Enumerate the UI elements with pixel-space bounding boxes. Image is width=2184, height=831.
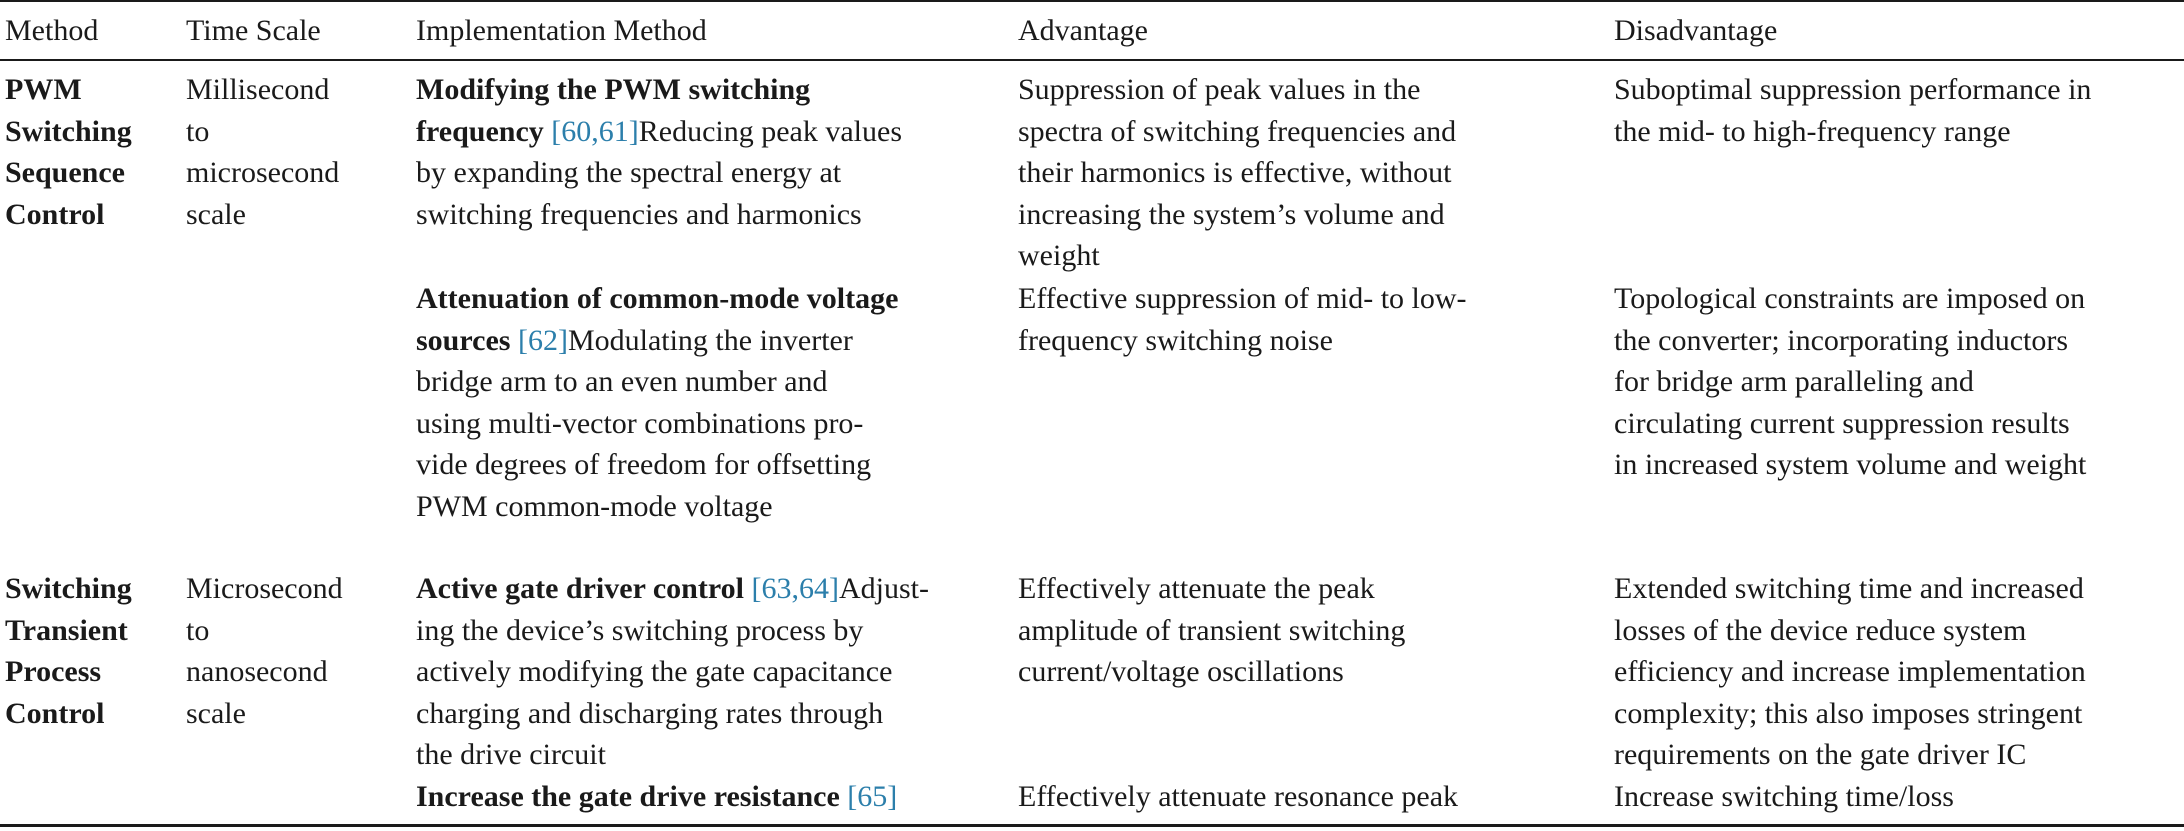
implementation-line: by expanding the spectral energy at — [416, 156, 842, 189]
advantage-cell — [1018, 776, 1578, 818]
implementation-line: actively modifying the gate capacitance — [416, 655, 893, 688]
advantage-line: Effectively attenuate resonance peak — [1018, 780, 1459, 813]
header-time-scale: Time Scale — [186, 14, 321, 47]
advantage-line: amplitude of transient switching — [1018, 613, 1406, 647]
implementation-cell — [416, 278, 996, 527]
disadvantage-line: Extended switching time and increased — [1614, 572, 2084, 605]
method-line: Switching — [5, 114, 132, 148]
method-line: Switching — [5, 572, 132, 605]
disadvantage-cell — [1614, 776, 2182, 818]
implementation-cell — [416, 69, 996, 235]
disadvantage-line: Topological constraints are imposed on — [1614, 282, 2086, 315]
method-cell — [5, 69, 180, 235]
implementation-line: switching frequencies and harmonics — [416, 197, 862, 231]
advantage-line: Effectively attenuate the peak — [1018, 572, 1375, 605]
implementation-line: vide degrees of freedom for offsetting — [416, 448, 872, 481]
advantage-line: current/voltage oscillations — [1018, 655, 1344, 688]
advantage-line: increasing the system’s volume and — [1018, 197, 1445, 231]
implementation-text: Reducing peak values — [638, 114, 902, 148]
implementation-title: sources — [416, 323, 518, 357]
header-disadvantage: Disadvantage — [1614, 14, 1778, 47]
implementation-title: frequency — [416, 114, 552, 148]
implementation-text: Modulating the inverter — [567, 323, 853, 357]
implementation-line: charging and discharging rates through — [416, 696, 884, 730]
disadvantage-line: efficiency and increase implementation — [1614, 655, 2086, 688]
advantage-cell — [1018, 69, 1578, 277]
implementation-line — [416, 278, 996, 320]
time-scale-line: Millisecond — [186, 73, 330, 106]
disadvantage-cell — [1614, 69, 2182, 152]
reference-link[interactable]: [63,64] — [751, 572, 839, 605]
implementation-line — [416, 111, 996, 153]
implementation-title: Active gate driver control — [416, 572, 752, 605]
disadvantage-line: the mid- to high-frequency range — [1614, 114, 2011, 148]
header-implementation-method: Implementation Method — [416, 14, 707, 47]
implementation-line: ing the device’s switching process by — [416, 613, 864, 647]
disadvantage-line: for bridge arm paralleling and — [1614, 365, 1974, 398]
implementation-cell — [416, 568, 996, 776]
advantage-cell — [1018, 568, 1578, 693]
table-bottom-rule — [0, 824, 2184, 827]
advantage-line: spectra of switching frequencies and — [1018, 114, 1457, 148]
time-scale-cell — [186, 69, 408, 235]
method-cell — [5, 568, 180, 734]
implementation-line — [416, 568, 996, 610]
time-scale-line: to — [186, 613, 210, 647]
advantage-line: weight — [1018, 239, 1100, 272]
disadvantage-line: Increase switching time/loss — [1614, 780, 1954, 813]
method-line: Sequence — [5, 156, 125, 189]
reference-link[interactable]: [65] — [847, 780, 898, 813]
implementation-title: Attenuation of common-mode voltage — [416, 282, 899, 315]
implementation-cell — [416, 776, 996, 818]
method-line: PWM — [5, 73, 82, 106]
time-scale-line: Microsecond — [186, 572, 343, 605]
method-line: Control — [5, 696, 105, 730]
implementation-title: Modifying the PWM switching — [416, 73, 811, 106]
disadvantage-line: circulating current suppression results — [1614, 406, 2070, 440]
disadvantage-line: in increased system volume and weight — [1614, 448, 2087, 481]
advantage-line: frequency switching noise — [1018, 323, 1333, 357]
disadvantage-line: requirements on the gate driver IC — [1614, 738, 2027, 771]
method-line: Control — [5, 197, 105, 231]
implementation-line: PWM common-mode voltage — [416, 489, 773, 523]
implementation-line — [416, 320, 996, 362]
implementation-line: the drive circuit — [416, 738, 606, 771]
disadvantage-cell — [1614, 568, 2182, 776]
implementation-line: bridge arm to an even number and — [416, 365, 828, 398]
disadvantage-line: the converter; incorporating inductors — [1614, 323, 2069, 357]
time-scale-line: microsecond — [186, 156, 340, 189]
method-line: Process — [5, 655, 102, 688]
implementation-line — [416, 69, 996, 111]
advantage-line: their harmonics is effective, without — [1018, 156, 1452, 189]
implementation-line — [416, 776, 996, 818]
reference-link[interactable]: [62] — [517, 323, 568, 357]
disadvantage-cell — [1614, 278, 2182, 486]
implementation-line: using multi-vector combinations pro- — [416, 406, 864, 440]
header-method: Method — [5, 14, 99, 47]
time-scale-cell — [186, 568, 408, 734]
header-advantage: Advantage — [1018, 14, 1148, 47]
reference-link[interactable]: [60,61] — [551, 114, 639, 148]
method-line: Transient — [5, 613, 128, 647]
time-scale-line: nanosecond — [186, 655, 328, 688]
advantage-cell — [1018, 278, 1578, 361]
time-scale-line: scale — [186, 197, 246, 231]
advantage-line: Suppression of peak values in the — [1018, 73, 1421, 106]
disadvantage-line: complexity; this also imposes stringent — [1614, 696, 2083, 730]
time-scale-line: scale — [186, 696, 246, 730]
time-scale-line: to — [186, 114, 210, 148]
table-top-rule — [0, 0, 2184, 2]
advantage-line: Effective suppression of mid- to low- — [1018, 282, 1467, 315]
disadvantage-line: Suboptimal suppression performance in — [1614, 73, 2092, 106]
header-rule — [0, 59, 2184, 61]
implementation-title: Increase the gate drive resistance — [416, 780, 848, 813]
implementation-text: Adjust- — [838, 572, 929, 605]
disadvantage-line: losses of the device reduce system — [1614, 613, 2027, 647]
